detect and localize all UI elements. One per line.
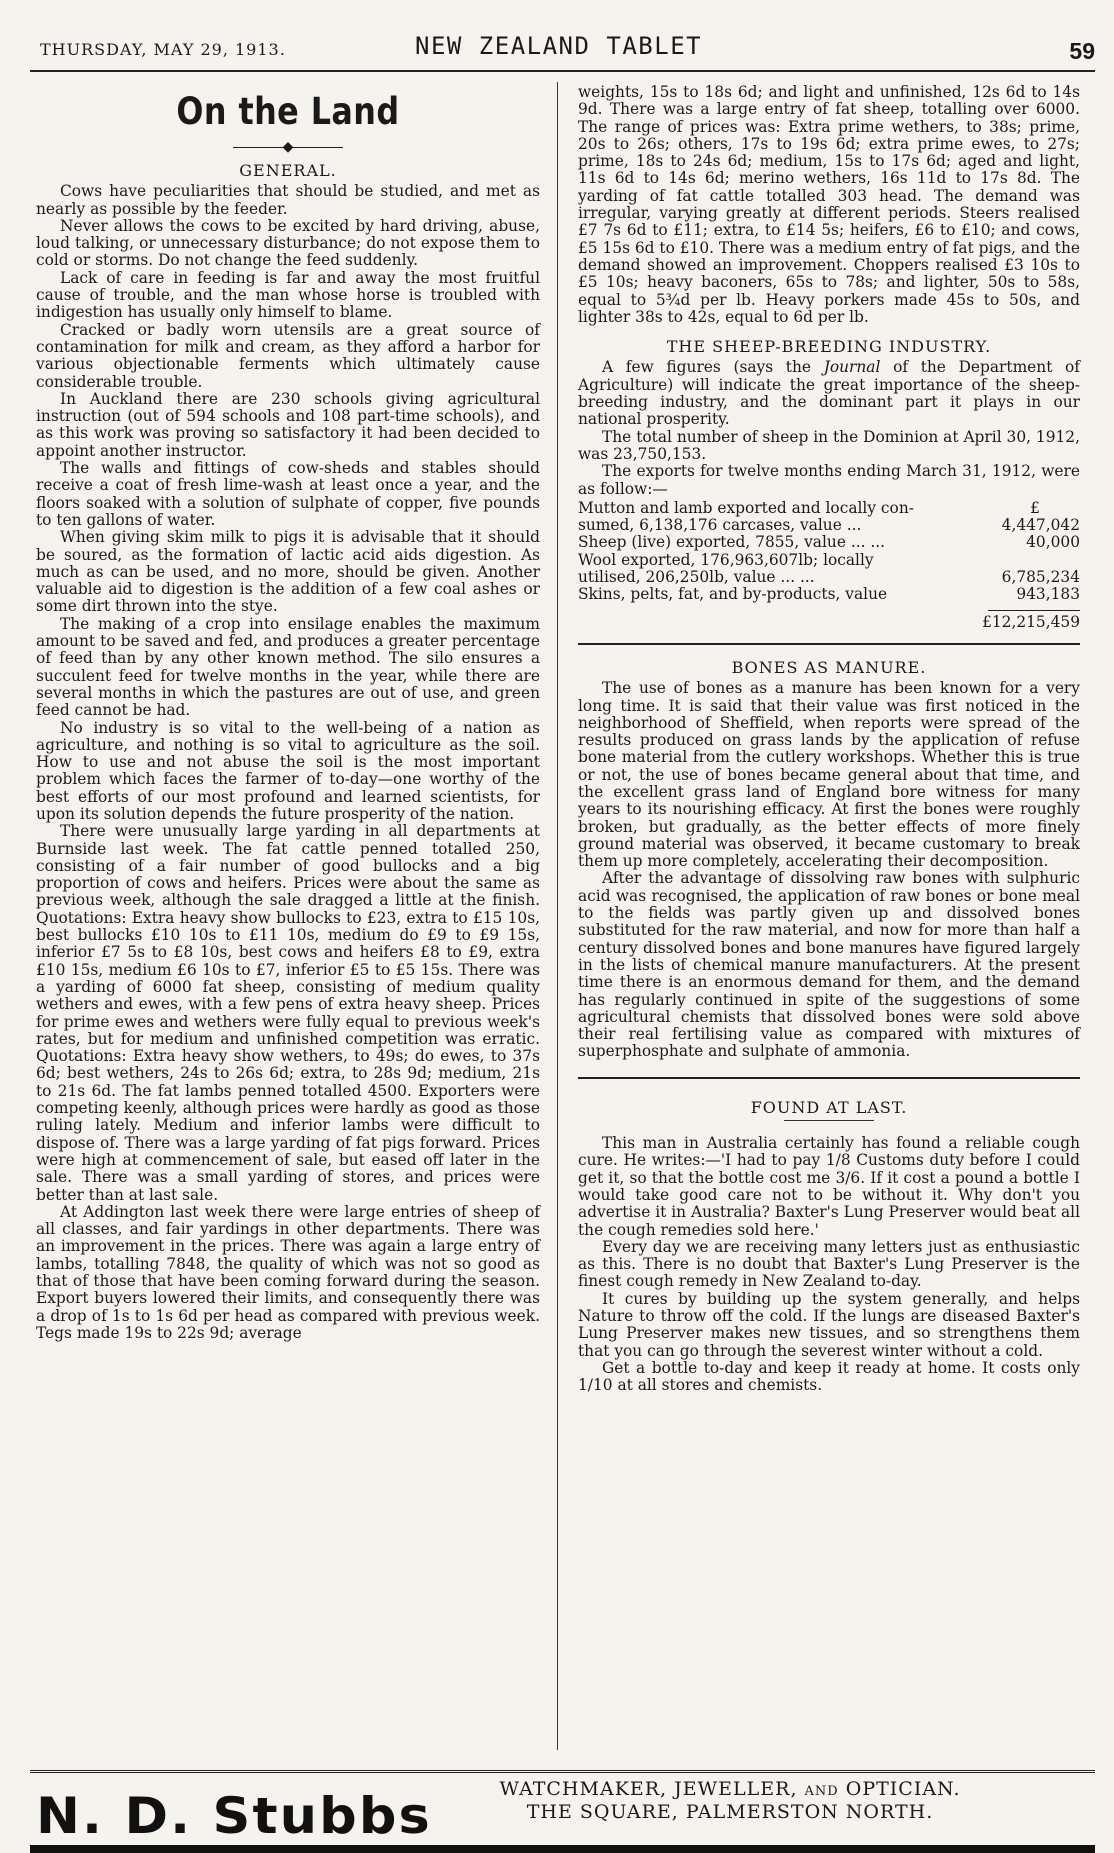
section-title-general: GENERAL.	[239, 161, 337, 180]
page-number: 59	[1069, 38, 1095, 64]
section-title-sheep: THE SHEEP-BREEDING INDUSTRY.	[666, 337, 992, 357]
section-title-bones: BONES AS MANURE.	[578, 643, 1080, 676]
text-run: A few figures (says the	[602, 358, 824, 377]
paragraph-continued: weights, 15s to 18s 6d; and light and unfinished, 12s 6d to 14s 9d. There was a large entry of fat sheep, totalling over 6000. The range of prices was: Extra prime wethers, to 38s; prime, 20s to 26s; others, 17s to 19s 6d; extra prime ewes, to 27s; prime, 18s to 24s 6d; medium, 15s to 17s 6d; aged and light, 11s 6d to 14s 6d; merino wethers, 16s 11d to 17s 8d. The yarding of fat cattle totalled 303 head. The demand was irregular, varying greatly at different periods. Steers realised £7 7s 6d to £11; extra, to £14 5s; heifers, £6 to £10; and cows, £5 15s 6d to £10. There was a medium entry of fat pigs, and the demand showed an improvement. Choppers realised £3 10s to £5 10s; heavy baconers, 65s to 78s; and lighter, 50s to 58s, equal to 5¾d per lb. Heavy porkers made 45s to 50s, and lighter 38s to 42s, equal to 6d per lb.	[578, 83, 1080, 326]
table-value: 40,000	[1026, 533, 1080, 552]
paragraph: Never allows the cows to be excited by hard driving, abuse, loud talking, or unnecessary disturbance; do not expose them to cold or storms. Do not change the feed suddenly.	[36, 216, 540, 270]
text-run: WATCHMAKER, JEWELLER,	[499, 1778, 805, 1800]
advertiser-logo: N. D. Stubbs	[36, 1787, 432, 1845]
exports-total: £12,215,459	[982, 612, 1080, 631]
page-headline: On the Land	[176, 90, 400, 133]
paragraph	[578, 359, 1080, 428]
text-run: AND	[804, 1784, 839, 1799]
right-column	[578, 84, 1080, 1394]
exports-table	[578, 500, 1080, 604]
section-title-found: FOUND AT LAST.	[578, 1077, 1080, 1116]
text-run: of the Department of Agriculture) will indicate the great importance of the sheep-breeding industry, and the dominant part it plays in our national prosperity.	[578, 358, 1081, 429]
paragraph: No industry is so vital to the well-being of a nation as agriculture, and nothing is so vital to agriculture as the soil. How to use and not abuse the soil is the most important problem which faces the farmer of to-day—one worthy of the best efforts of our most profound and learned scientists, for upon its solution depends the future prosperity of the nation.	[36, 718, 540, 823]
table-cell: sumed, 6,138,176 carcases, value ...	[578, 516, 862, 535]
paragraph: Every day we are receiving many letters just as enthusiastic as this. There is no doubt that Baxter's Lung Preserver is the finest cough remedy in New Zealand to-day.	[578, 1237, 1080, 1291]
advertiser-details	[450, 1779, 1010, 1823]
paragraph: The exports for twelve months ending March 31, 1912, were as follow:—	[578, 462, 1080, 498]
paragraph: Cows have peculiarities that should be studied, and met as nearly as possible by the feeder.	[36, 182, 540, 218]
table-value: 6,785,234	[1001, 568, 1080, 587]
paragraph: The use of bones as a manure has been known for a very long time. It is said that their value was first noticed in the neighborhood of Sheffield, when reports were spread of the results produced on grass lands by the application of refuse bone material from the cutlery workshops. Whether this is true or not, the use of bones became general about that time, and the excellent grass land of England bore witness for many years to its nourishing efficacy. At first the bones were roughly broken, but gradually, as the better effects of more finely ground material was observed, it became customary to break them up more completely, accelerating their decomposition.	[578, 679, 1080, 871]
advertiser-address: THE SQUARE, PALMERSTON NORTH.	[526, 1801, 934, 1823]
masthead-title: NEW ZEALAND TABLET	[415, 32, 703, 60]
diamond-icon: ◆	[282, 139, 294, 155]
paragraph: There were unusually large yarding in all departments at Burnside last week. The fat cattle penned totalled 250, consisting of a fair number of good bullocks and a big proportion of cows and heifers. Prices were about the same as previous week, although the sale dragged a little at the finish. Quotations: Extra heavy show bullocks to £23, extra to £15 10s, best bullocks £10 10s to £11 10s, medium do £9 to £9 15s, inferior £7 5s to £8 10s, best cows and heifers £8 to £9, extra £10 15s, medium £6 10s to £7, inferior £5 to £5 15s. There was a yarding of 6000 fat sheep, consisting of medium quality wethers and ewes, with a few pens of extra heavy sheep. Prices for prime ewes and wethers were fully equal to previous week's rates, but for medium and unfinished competition was erratic. Quotations: Extra heavy show wethers, to 49s; do ewes, to 37s 6d; best wethers, 24s to 26s 6d; extra, to 28s 9d; medium, 21s to 21s 6d. The fat lambs penned totalled 4500. Exporters were competing keenly, although prices were hardly as good as those ruling lately. Medium and inferior lambs were difficult to dispose of. There was a large yarding of fat pigs forward. Prices were high at commencement of sale, but eased off later in the sale. There was a small yarding of stores, and prices were better than at last sale.	[36, 822, 540, 1204]
paragraph: It cures by building up the system generally, and helps Nature to throw off the cold. If the lungs are diseased Baxter's Lung Preserver makes new tissues, and so strengthens them that you can go through the severest winter without a cold.	[578, 1289, 1080, 1360]
journal-title: Journal	[823, 358, 881, 377]
paragraph: After the advantage of dissolving raw bones with sulphuric acid was recognised, the application of raw bones or bone meal to the fields was partly given up and dissolved bones substituted for the raw material, and now for more than half a century dissolved bones and bone manures have figured largely in the lists of chemical manure manufacturers. At the present time there is an enormous demand for them, and the demand has regularly continued in spite of the suggestions of some agricultural chemists that dissolved bones were sold above their real fertilising value as compared with mixtures of superphosphate and sulphate of ammonia.	[578, 869, 1080, 1061]
table-row	[578, 552, 1080, 569]
ornament-rule	[293, 147, 343, 148]
title-underline	[784, 1120, 874, 1121]
paragraph: The walls and fittings of cow-sheds and stables should receive a coat of fresh lime-wash at least once a year, and the floors soaked with a solution of sulphate of copper, five pounds to ten gallons of water.	[36, 459, 540, 529]
table-cell: Sheep (live) exported, 7855, value ... ...	[578, 533, 886, 552]
paragraph: In Auckland there are 230 schools giving agricultural instruction (out of 594 schools and 108 part-time schools), and as this work was proving so satisfactory it had been decided to appoint another instructor.	[36, 389, 540, 460]
total-rule	[988, 610, 1080, 611]
issue-date: THURSDAY, MAY 29, 1913.	[40, 40, 286, 59]
advertisement-footer	[30, 1770, 1095, 1853]
table-cell: Mutton and lamb exported and locally con-	[578, 498, 914, 517]
table-row	[578, 534, 1080, 551]
paragraph: The total number of sheep in the Dominion at April 30, 1912, was 23,750,153.	[578, 427, 1080, 463]
table-cell: Skins, pelts, fat, and by-products, value	[578, 585, 888, 604]
paragraph: When giving skim milk to pigs it is advisable that it should be soured, as the formation of lactic acid aids digestion. As much as can be used, and no more, should be given. Another valuable aid to digestion is the addition of a few coal ashes or some dirt thrown into the stye.	[36, 528, 540, 616]
table-cell: utilised, 206,250lb, value ... ...	[578, 568, 815, 587]
page-header	[30, 30, 1095, 72]
ornament-rule	[233, 147, 283, 148]
paragraph: The making of a crop into ensilage enables the maximum amount to be saved and fed, and produces a greater percentage of feed than by any other known method. The silo ensures a succulent feed for twelve months in the year, while there are several months in which the pastures are out of use, and green feed cannot be had.	[36, 614, 540, 720]
paragraph: At Addington last week there were large entries of sheep of all classes, and fair yardings in other departments. There was an improvement in the prices. There was again a large entry of lambs, totalling 7848, the quality of which was not so good as that of those that have been coming forward during the season. Export buyers lowered their limits, and consequently there was a drop of 1s to 1s 6d per head as compared with previous week. Tegs made 19s to 22s 9d; average	[36, 1202, 540, 1342]
paragraph: Lack of care in feeding is far and away the most fruitful cause of trouble, and the man whose horse is troubled with indigestion has usually only himself to blame.	[36, 268, 540, 322]
left-column	[36, 84, 540, 1342]
table-row	[578, 586, 1080, 603]
column-divider	[557, 82, 558, 1750]
advertiser-trade	[450, 1779, 1010, 1802]
paragraph: Get a bottle to-day and keep it ready at home. It costs only 1/10 at all stores and chemists.	[578, 1358, 1080, 1395]
text-run: OPTICIAN.	[838, 1778, 961, 1800]
table-row	[578, 517, 1080, 534]
table-row	[578, 500, 1080, 517]
table-row	[578, 569, 1080, 586]
table-value: 943,183	[1016, 585, 1080, 604]
headline-ornament	[36, 140, 540, 154]
currency-header: £	[1030, 498, 1040, 517]
table-value: 4,447,042	[1001, 516, 1080, 535]
paragraph: This man in Australia certainly has found a reliable cough cure. He writes:—'I had to pay 1/8 Customs duty before I could get it, so that the bottle cost me 3/6. If it cost a pound a bottle I would take good care not to be without it. Why don't you advertise it in Australia? Baxter's Lung Preserver would beat all the cough remedies sold here.'	[578, 1134, 1080, 1239]
paragraph: Cracked or badly worn utensils are a great source of contamination for milk and cream, as they afford a harbor for various objectionable ferments which ultimately cause considerable trouble.	[36, 320, 540, 391]
table-cell: Wool exported, 176,963,607lb; locally	[578, 550, 874, 569]
